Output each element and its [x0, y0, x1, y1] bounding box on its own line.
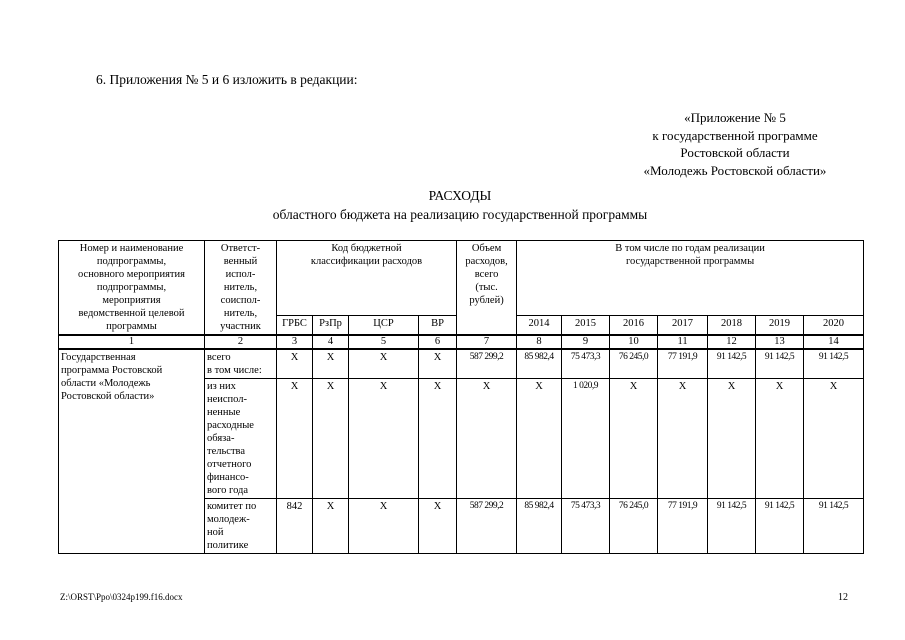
executor-cell: комитет по молодеж- ной политике: [205, 499, 277, 554]
table-row: [59, 349, 864, 379]
column-index: 13: [756, 335, 804, 349]
heading-title: РАСХОДЫ: [428, 188, 492, 203]
column-index: 9: [562, 335, 610, 349]
heading-subtitle: областного бюджета на реализацию государственной программы: [272, 207, 648, 222]
column-index: 1: [59, 335, 205, 349]
appendix-line: «Приложение № 5: [684, 110, 786, 125]
value-cell: Х: [313, 499, 349, 554]
column-index: 4: [313, 335, 349, 349]
value-cell: 587 299,2: [457, 349, 517, 379]
value-cell: 77 191,9: [658, 349, 708, 379]
header-year: 2017: [658, 316, 708, 336]
appendix-caption: [560, 109, 905, 179]
column-index: 3: [277, 335, 313, 349]
value-cell: 77 191,9: [658, 499, 708, 554]
appendix-line: к государственной программе: [652, 127, 818, 143]
value-cell: Х: [277, 349, 313, 379]
value-cell: 85 982,4: [517, 499, 562, 554]
header-executor: Ответст- венный испол- нитель, соиспол- нитель, участник: [205, 241, 277, 336]
value-cell: Х: [457, 379, 517, 499]
value-cell: Х: [349, 499, 419, 554]
column-index: 11: [658, 335, 708, 349]
header-year: 2015: [562, 316, 610, 336]
header-csr: ЦСР: [349, 316, 419, 336]
column-index: 8: [517, 335, 562, 349]
program-name: Государственная программа Ростовской области «Молодежь Ростовской области»: [59, 349, 205, 554]
column-index: 14: [804, 335, 864, 349]
value-cell: 1 020,9: [562, 379, 610, 499]
appendix-line: «Молодежь Ростовской области»: [643, 162, 827, 178]
document-heading: [0, 186, 905, 224]
value-cell: Х: [419, 349, 457, 379]
header-grbs: ГРБС: [277, 316, 313, 336]
value-cell: Х: [804, 379, 864, 499]
value-cell: Х: [517, 379, 562, 499]
header-volume: Объем расходов, всего (тыс. рублей): [457, 241, 517, 336]
column-index: 12: [708, 335, 756, 349]
header-year: 2018: [708, 316, 756, 336]
value-cell: 91 142,5: [708, 499, 756, 554]
value-cell: 842: [277, 499, 313, 554]
value-cell: 85 982,4: [517, 349, 562, 379]
header-years-group: В том числе по годам реализации государственной программы: [517, 241, 864, 316]
value-cell: Х: [419, 379, 457, 499]
value-cell: 91 142,5: [804, 349, 864, 379]
value-cell: 587 299,2: [457, 499, 517, 554]
value-cell: Х: [349, 349, 419, 379]
header-vr: ВР: [419, 316, 457, 336]
value-cell: Х: [313, 349, 349, 379]
column-index: 7: [457, 335, 517, 349]
executor-cell: из них неиспол- ненные расходные обяза- тельства отчетного финансо- вого года: [205, 379, 277, 499]
value-cell: 75 473,3: [562, 499, 610, 554]
value-cell: Х: [610, 379, 658, 499]
footer-page-number: 12: [838, 592, 848, 603]
value-cell: 91 142,5: [804, 499, 864, 554]
value-cell: 76 245,0: [610, 499, 658, 554]
appendix-line: Ростовской области: [680, 145, 790, 160]
header-rzpr: РзПр: [313, 316, 349, 336]
value-cell: Х: [277, 379, 313, 499]
header-year: 2014: [517, 316, 562, 336]
header-year: 2016: [610, 316, 658, 336]
footer-file-path: Z:\ORST\Ppo\0324p199.f16.docx: [60, 592, 183, 602]
value-cell: 91 142,5: [756, 499, 804, 554]
expenses-table: [58, 240, 864, 554]
column-index-row: [59, 335, 864, 349]
header-year: 2019: [756, 316, 804, 336]
value-cell: 76 245,0: [610, 349, 658, 379]
value-cell: 91 142,5: [708, 349, 756, 379]
column-index: 2: [205, 335, 277, 349]
value-cell: Х: [349, 379, 419, 499]
column-index: 6: [419, 335, 457, 349]
value-cell: 75 473,3: [562, 349, 610, 379]
column-index: 5: [349, 335, 419, 349]
intro-text: 6. Приложения № 5 и 6 изложить в редакции:: [96, 72, 358, 87]
value-cell: 91 142,5: [756, 349, 804, 379]
header-name: Номер и наименование подпрограммы, основного мероприятия подпрограммы, мероприятия ведомственной целевой программы: [59, 241, 205, 336]
value-cell: Х: [708, 379, 756, 499]
value-cell: Х: [658, 379, 708, 499]
column-index: 10: [610, 335, 658, 349]
value-cell: Х: [313, 379, 349, 499]
header-kbk: Код бюджетной классификации расходов: [277, 241, 457, 316]
header-year: 2020: [804, 316, 864, 336]
value-cell: Х: [419, 499, 457, 554]
value-cell: Х: [756, 379, 804, 499]
executor-cell: всего в том числе:: [205, 349, 277, 379]
